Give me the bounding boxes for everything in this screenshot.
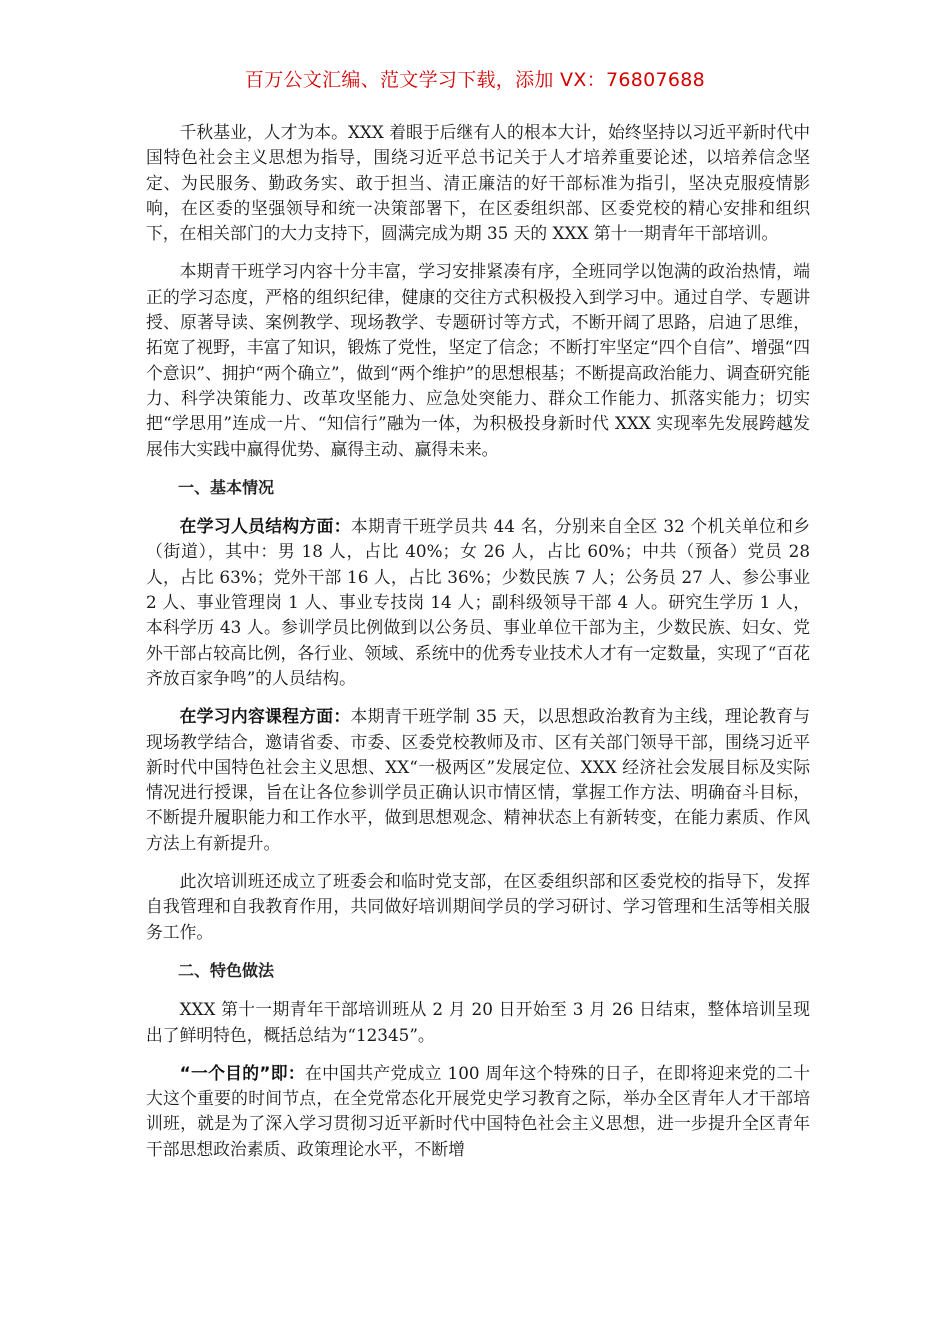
document-body [146,120,810,1175]
paragraph-text: 在中国共产党成立 100 周年这个特殊的日子，在即将迎来党的二十大这个重要的时间节点，在全党常态化开展党史学习教育之际，举办全区青年人才干部培训班，就是为了深入学习贯彻习近平新时代中国特色社会主义思想，进一步提升全区青年干部思想政治素质、政策理论水平，不断增 [146,1062,811,1159]
paragraph-training-dates: XXX 第十一期青年干部培训班从 2 月 20 日开始至 3 月 26 日结束，整体培训呈现出了鲜明特色，概括总结为“12345”。 [146,999,810,1045]
paragraph-lead-label: “一个目的”即： [179,1062,305,1083]
paragraph-text: 本期青干班学员共 44 名，分别来自全区 32 个机关单位和乡（街道），其中：男 18 人，占比 40%；女 26 人，占比 60%；中共（预备）党员 28 人，占比 63%；党外干部 16 人，占比 36%；少数民族 7 人；公务员 27 人、参公事业 2 人、事业管理岗 1 人、事业专技岗 14 人；副科级领导干部 4 人。研究生学历 1 人，本科学历 43 人。参训学员比例做到以公务员、事业单位干部为主，少数民族、妇女、党外干部占较高比例，各行业、领域、系统中的优秀专业技术人才有一定数量，实现了“百花齐放百家争鸣”的人员结构。 [146,516,810,688]
paragraph-intro: 千秋基业，人才为本。XXX 着眼于后继有人的根本大计，始终坚持以习近平新时代中国特色社会主义思想为指导，围绕习近平总书记关于人才培养重要论述，以培养信念坚定、为民服务、勤政务实、敢于担当、清正廉洁的好干部标准为指引，坚决克服疫情影响，在区委的坚强领导和统一决策部署下，在区委组织部、区委党校的精心安排和组织下，在相关部门的大力支持下，圆满完成为期 35 天的 XXX 第十一期青年干部培训。 [146,122,810,244]
watermark-header: 百万公文汇编、范文学习下载，添加 VX：76807688 [244,69,706,91]
paragraph-class-committee: 此次培训班还成立了班委会和临时党支部，在区委组织部和区委党校的指导下，发挥自我管理和自我教育作用，共同做好培训期间学员的学习研讨、学习管理和生活等相关服务工作。 [146,871,810,942]
paragraph-lead-label: 在学习内容课程方面： [179,706,351,727]
paragraph-one-purpose [146,1061,810,1162]
section-heading-features: 二、特色做法 [178,960,275,980]
paragraph-study-overview: 本期青干班学习内容十分丰富，学习安排紧凑有序，全班同学以饱满的政治热情，端正的学习态度，严格的组织纪律，健康的交往方式积极投入到学习中。通过自学、专题讲授、原著导读、案例教学、现场教学、专题研讨等方式，不断开阔了思路，启迪了思维，拓宽了视野，丰富了知识，锻炼了党性，坚定了信念；不断打牢坚定“四个自信”、增强“四个意识”、拥护“两个确立”，做到“两个维护”的思想根基；不断提高政治能力、调查研究能力、科学决策能力、改革攻坚能力、应急处突能力、群众工作能力、抓落实能力；切实把“学思用”连成一片、“知信行”融为一体，为积极投身新时代 XXX 实现率先发展跨越发展伟大实践中赢得优势、赢得主动、赢得未来。 [146,261,810,459]
paragraph-lead-label: 在学习人员结构方面： [179,516,351,537]
paragraph-text: 本期青干班学制 35 天，以思想政治教育为主线，理论教育与现场教学结合，邀请省委、市委、区委党校教师及市、区有关部门领导干部，围绕习近平新时代中国特色社会主义思想、XX“一极两区”发展定位、XXX 经济社会发展目标及实际情况进行授课，旨在让各位参训学员正确认识市情区情，掌握工作方法、明确奋斗目标，不断提升履职能力和工作水平，做到思想观念、精神状态上有新转变，在能力素质、作风方法上有新提升。 [146,706,810,853]
section-heading-basic-situation: 一、基本情况 [178,477,275,497]
paragraph-personnel-structure [146,514,810,691]
paragraph-course-content [146,704,810,856]
